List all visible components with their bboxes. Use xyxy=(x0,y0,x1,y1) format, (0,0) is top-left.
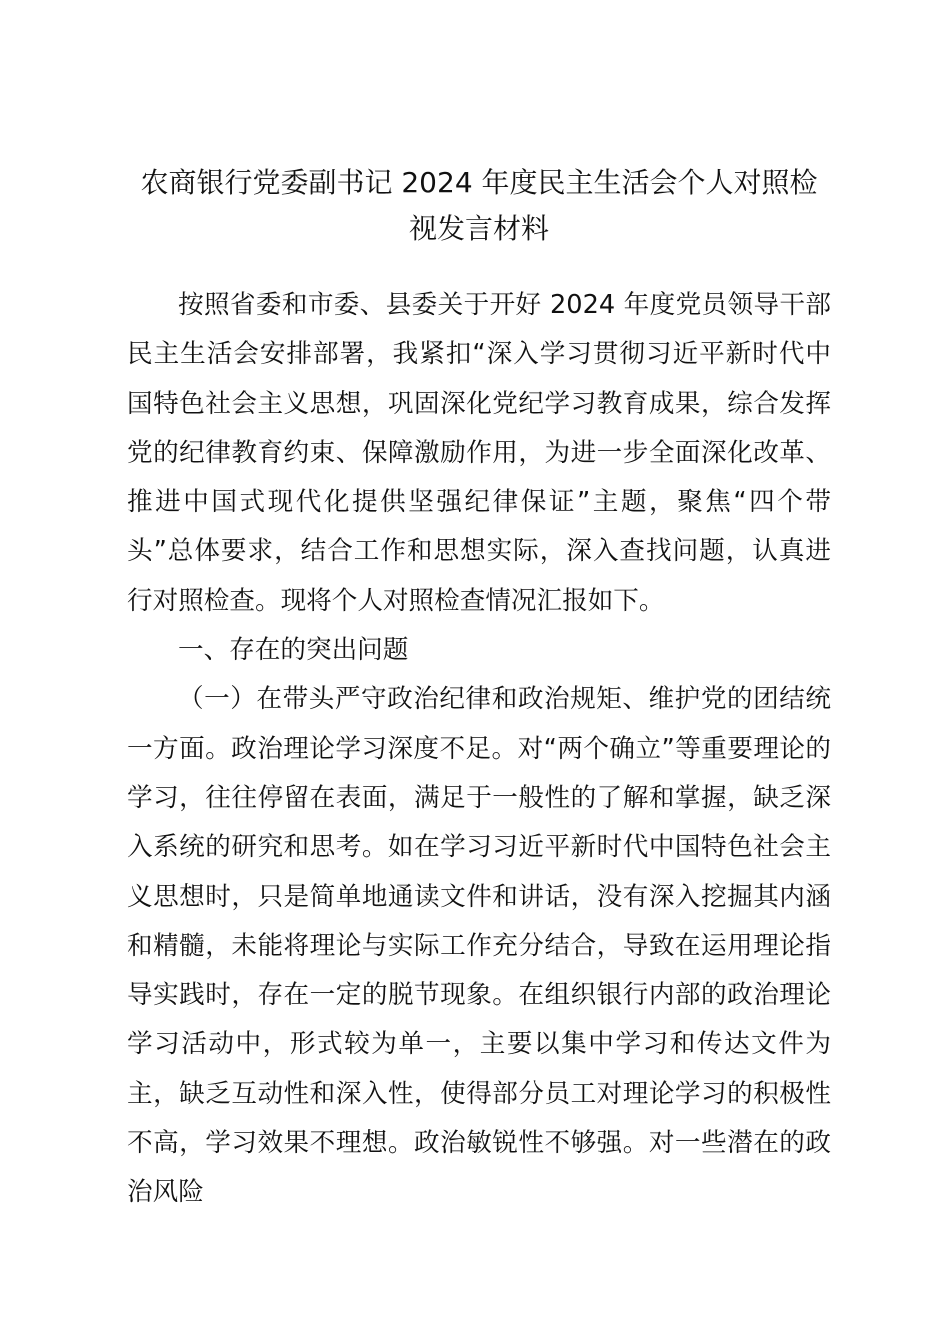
document-title xyxy=(127,160,831,252)
intro-paragraph: 按照省委和市委、县委关于开好 2024 年度党员领导干部民主生活会安排部署，我紧扣“深入学习贯彻习近平新时代中国特色社会主义思想，巩固深化党纪学习教育成果，综合发挥党的纪律教育约束、保障激励作用，为进一步全面深化改革、推进中国式现代化提供坚强纪律保证”主题，聚焦“四个带头”总体要求，结合工作和思想实际，深入查找问题，认真进行对照检查。现将个人对照检查情况汇报如下。 xyxy=(127,290,831,616)
subsection-paragraph: （一）在带头严守政治纪律和政治规矩、维护党的团结统一方面。政治理论学习深度不足。对“两个确立”等重要理论的学习，往往停留在表面，满足于一般性的了解和掌握，缺乏深入系统的研究和思考。如在学习习近平新时代中国特色社会主义思想时，只是简单地通读文件和讲话，没有深入挖掘其内涵和精髓，未能将理论与实际工作充分结合，导致在运用理论指导实践时，存在一定的脱节现象。在组织银行内部的政治理论学习活动中，形式较为单一，主要以集中学习和传达文件为主，缺乏互动性和深入性，使得部分员工对理论学习的积极性不高，学习效果不理想。政治敏锐性不够强。对一些潜在的政治风险 xyxy=(127,684,831,1208)
document-body xyxy=(127,281,831,1218)
section-heading: 一、存在的突出问题 xyxy=(178,635,409,666)
title-line-1: 农商银行党委副书记 2024 年度民主生活会个人对照检 xyxy=(140,166,818,199)
title-line-2: 视发言材料 xyxy=(408,212,549,245)
